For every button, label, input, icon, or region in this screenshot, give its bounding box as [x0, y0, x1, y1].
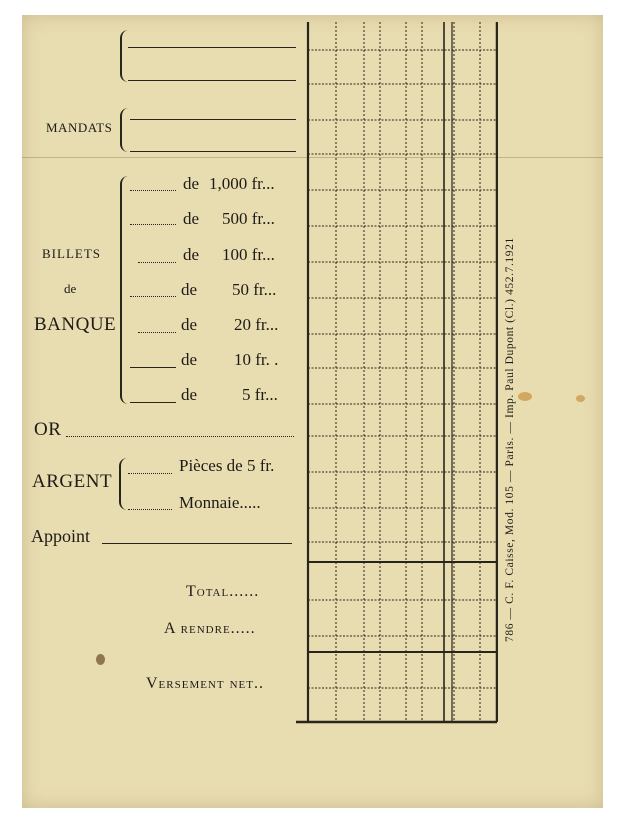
denom-de: de [181, 280, 198, 299]
denom-amount: 1,000 fr... [209, 174, 275, 193]
denom-de: de [183, 245, 200, 264]
or-label: OR [34, 419, 62, 440]
pieces-line [128, 473, 172, 474]
stain-mark [576, 395, 585, 402]
denom-amount: 5 fr... [242, 385, 278, 404]
or-line [66, 436, 294, 437]
banque-label: BANQUE [34, 314, 117, 335]
billets-label: BILLETS [42, 246, 101, 261]
billets-brace [120, 176, 129, 404]
mandats-line-1 [130, 119, 296, 120]
a-rendre-label: A rendre..... [164, 620, 256, 637]
top-line-2 [128, 80, 296, 81]
denom-de: de [181, 385, 198, 404]
denom-de: de [181, 350, 198, 369]
stain-mark [518, 392, 532, 401]
denom-amount: 500 fr... [222, 209, 275, 228]
pieces-label: Pièces de 5 fr. [179, 456, 275, 475]
denom-de: de [181, 315, 198, 334]
denom-amount: 20 fr... [234, 315, 279, 334]
mandats-label: MANDATS [46, 120, 113, 135]
monnaie-line [128, 509, 172, 510]
appoint-line [102, 543, 292, 544]
top-brace [120, 30, 128, 82]
printer-imprint: 786 — C. F. Caisse, Mod. 105 — Paris. — Imp. Paul Dupont (Cl.) 452.7.1921 [504, 237, 516, 643]
appoint-label: Appoint [31, 526, 91, 546]
mandats-line-2 [130, 151, 296, 152]
argent-brace [119, 458, 127, 510]
argent-label: ARGENT [32, 471, 113, 492]
versement-net-label: Versement net.. [146, 675, 264, 692]
denom-amount: 50 fr... [232, 280, 277, 299]
billets-de-label: de [64, 281, 77, 296]
denom-de: de [183, 174, 200, 193]
total-label: Total...... [186, 583, 260, 600]
stain-mark [96, 654, 105, 665]
denom-amount: 100 fr... [222, 245, 275, 264]
denom-amount: 10 fr. . [234, 350, 279, 369]
monnaie-label: Monnaie..... [179, 493, 261, 512]
top-line-1 [128, 47, 296, 48]
mandats-brace [120, 108, 128, 152]
denom-de: de [183, 209, 200, 228]
ledger-grid [296, 22, 498, 724]
